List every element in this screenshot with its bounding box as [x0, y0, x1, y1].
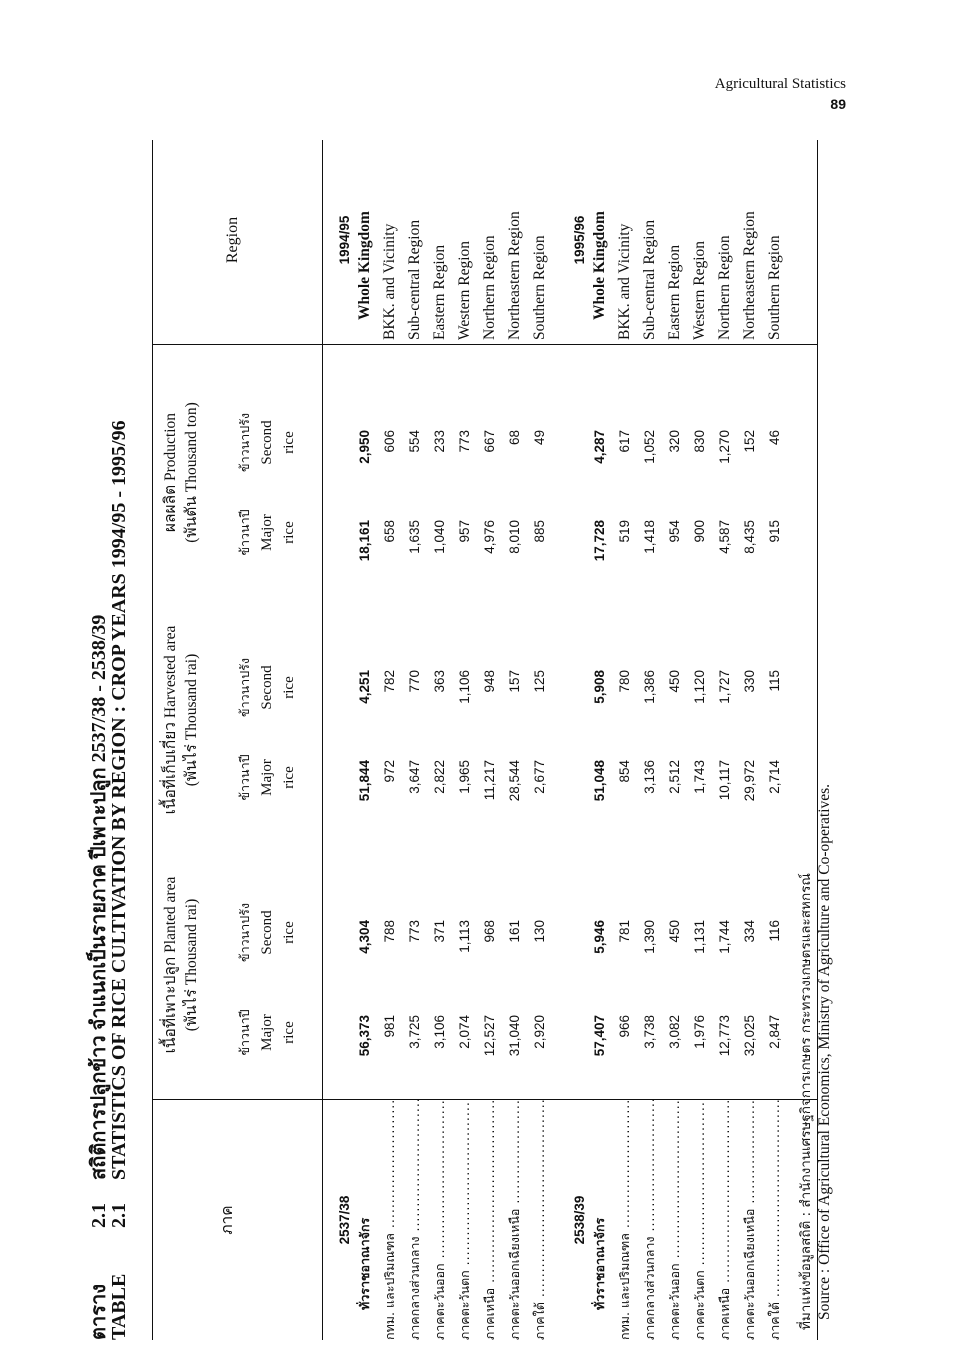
table-cell-value: 4,304: [357, 920, 372, 954]
table-cell-value: 1,976: [692, 1015, 707, 1049]
table-cell-value: 2,920: [532, 1015, 547, 1049]
table-cell-value: 773: [407, 920, 422, 943]
subheader-line: rice: [281, 521, 297, 544]
table-cell-value: 900: [692, 520, 707, 543]
subheader-line: Major: [259, 1014, 275, 1051]
region-english-name: Whole Kingdom: [356, 211, 373, 320]
table-cell-value: 233: [432, 430, 447, 453]
harvested-area-header: [160, 605, 202, 835]
harvested-area-title: เนื้อที่เก็บเกี่ยว Harvested area: [162, 625, 179, 815]
region-english-name: Southern Region: [766, 235, 783, 340]
region-thai-name: ภาคเหนือ .....: [477, 1100, 503, 1340]
region-english-name: BKK. and Vicinity: [381, 223, 398, 340]
region-english-name: Western Region: [691, 240, 708, 340]
production-header: [160, 355, 202, 590]
table-cell-value: 3,738: [642, 1015, 657, 1049]
table-cell-value: 161: [507, 920, 522, 943]
region-english-name: Whole Kingdom: [591, 211, 608, 320]
table-cell-value: 2,074: [457, 1015, 472, 1049]
table-cell-value: 125: [532, 670, 547, 693]
table-cell-value: 954: [667, 520, 682, 543]
subheader-line: rice: [281, 766, 297, 789]
column-divider: [152, 344, 817, 345]
planted-area-title: เนื้อที่เพาะปลูก Planted area: [162, 876, 179, 1054]
table-cell-value: 885: [532, 520, 547, 543]
subheader-line: ข้าวนาปี: [237, 1009, 252, 1056]
table-cell-value: 116: [767, 920, 782, 942]
subheader-line: Major: [259, 759, 275, 796]
table-cell-value: 450: [667, 920, 682, 943]
region-english-name: Sub-central Region: [406, 219, 423, 340]
region-english-name: Sub-central Region: [641, 219, 658, 340]
source-note-english: Source : Office of Agricultural Economics, Ministry of Agriculture and Co-operatives.: [816, 783, 833, 1320]
table-cell-value: 3,082: [667, 1015, 682, 1049]
table-cell-value: 781: [617, 920, 632, 943]
table-cell-value: 46: [767, 430, 782, 446]
region-english-name: Southern Region: [531, 235, 548, 340]
table-cell-value: 966: [617, 1015, 632, 1038]
subheader-line: Second: [259, 420, 275, 465]
table-cell-value: 1,120: [692, 670, 707, 704]
table-cell-value: 667: [482, 430, 497, 453]
table-cell-value: 2,950: [357, 430, 372, 464]
production-title: ผลผลิต Production: [162, 412, 179, 533]
table-cell-value: 320: [667, 430, 682, 453]
table-cell-value: 11,217: [482, 760, 497, 801]
table-cell-value: 2,714: [767, 760, 782, 794]
table-cell-value: 4,587: [717, 520, 732, 554]
table-cell-value: 115: [767, 670, 782, 692]
table-cell-value: 3,106: [432, 1015, 447, 1049]
table-cell-value: 31,040: [507, 1015, 522, 1057]
table-cell-value: 5,908: [592, 670, 607, 704]
table-cell-value: 1,743: [692, 760, 707, 794]
region-english-name: Eastern Region: [431, 244, 448, 340]
section-year-thai: 2537/38: [337, 1195, 352, 1245]
caption-english-number: 2.1: [108, 1203, 130, 1228]
table-cell-value: 152: [742, 430, 757, 453]
table-cell-value: 554: [407, 430, 422, 453]
subheader-line: ข้าวนาปรัง: [237, 658, 252, 717]
caption-thai-title: สถิติการปลูกข้าว จำแนกเป็นรายภาค ปีเพาะปลูก 2537/38 - 2538/39: [88, 614, 110, 1180]
table-cell-value: 658: [382, 520, 397, 543]
subheader-line: rice: [281, 676, 297, 699]
harvested-area-unit: (พันไร่ Thousand rai): [183, 653, 200, 787]
table-cell-value: 968: [482, 920, 497, 943]
table-cell-value: 56,373: [357, 1015, 372, 1057]
subheader-line: rice: [281, 921, 297, 944]
region-thai-name: กทม. และปริมณฑล .....: [377, 1100, 403, 1340]
table-cell-value: 4,287: [592, 430, 607, 464]
table-cell-value: 330: [742, 670, 757, 693]
table-cell-value: 334: [742, 920, 757, 943]
region-english-name: Western Region: [456, 240, 473, 340]
region-english-name: BKK. and Vicinity: [616, 223, 633, 340]
production-unit: (พันตัน Thousand ton): [183, 402, 200, 543]
subheader-line: Second: [259, 910, 275, 955]
table-cell-value: 519: [617, 520, 632, 543]
thai-region-header: ภาค: [219, 1205, 236, 1235]
source-note-thai: ที่มาแห่งข้อมูลสถิติ : สำนักงานเศรษฐกิจการเกษตร กระทรวงเกษตรและสหกรณ์: [798, 873, 814, 1330]
region-english-name: Northeastern Region: [741, 211, 758, 340]
region-thai-name: ภาคกลางส่วนกลาง .....: [402, 1100, 428, 1340]
region-thai-name: ภาคตะวันออกเฉียงเหนือ .....: [502, 1100, 528, 1340]
table-cell-value: 2,847: [767, 1015, 782, 1049]
table-cell-value: 830: [692, 430, 707, 453]
table-cell-value: 51,048: [592, 760, 607, 802]
table-caption-english: [108, 420, 131, 1340]
table-cell-value: 1,386: [642, 670, 657, 704]
subheader-line: ข้าวนาปรัง: [237, 903, 252, 962]
region-thai-name: ภาคตะวันตก .....: [687, 1100, 713, 1340]
table-cell-value: 780: [617, 670, 632, 693]
region-thai-name: กทม. และปริมณฑล .....: [612, 1100, 638, 1340]
planted-area-header: [160, 850, 202, 1080]
table-cell-value: 32,025: [742, 1015, 757, 1057]
subheader-line: Second: [259, 665, 275, 710]
table-cell-value: 1,744: [717, 920, 732, 954]
table-cell-value: 1,052: [642, 430, 657, 464]
major-rice-subheader: [234, 735, 300, 820]
region-thai-name: ทั่วราชอาณาจักร: [592, 1217, 607, 1310]
table-cell-value: 4,251: [357, 670, 372, 704]
table-cell-value: 1,131: [692, 920, 707, 954]
subheader-line: rice: [281, 431, 297, 454]
caption-thai-number: 2.1: [88, 1203, 110, 1228]
table-cell-value: 915: [767, 520, 782, 543]
table-cell-value: 157: [507, 670, 522, 693]
table-cell-value: 8,010: [507, 520, 522, 554]
table-cell-value: 1,113: [457, 920, 472, 953]
region-thai-name: ภาคใต้ .....: [762, 1100, 788, 1340]
region-english-name: Northern Region: [716, 235, 733, 340]
page-number: 89: [830, 96, 846, 112]
table-cell-value: 51,844: [357, 760, 372, 802]
region-english-name: Northeastern Region: [506, 211, 523, 340]
table-cell-value: 3,725: [407, 1015, 422, 1049]
table-cell-value: 363: [432, 670, 447, 693]
table-cell-value: 450: [667, 670, 682, 693]
running-header-title: Agricultural Statistics: [714, 76, 846, 92]
table-cell-value: 1,965: [457, 760, 472, 794]
table-cell-value: 57,407: [592, 1015, 607, 1057]
table-cell-value: 957: [457, 520, 472, 543]
region-thai-name: ภาคตะวันออก .....: [662, 1100, 688, 1340]
table-cell-value: 18,161: [357, 520, 372, 562]
caption-thai-label: ตาราง: [88, 1284, 110, 1340]
table-cell-value: 788: [382, 920, 397, 943]
table-cell-value: 770: [407, 670, 422, 693]
table-cell-value: 1,040: [432, 520, 447, 554]
table-cell-value: 2,512: [667, 760, 682, 794]
table-cell-value: 854: [617, 760, 632, 783]
region-thai-name: ภาคตะวันตก .....: [452, 1100, 478, 1340]
table-cell-value: 773: [457, 430, 472, 453]
table-cell-value: 1,106: [457, 670, 472, 704]
subheader-line: ข้าวนาปรัง: [237, 413, 252, 472]
table-cell-value: 1,390: [642, 920, 657, 954]
table-cell-value: 617: [617, 430, 632, 453]
table-cell-value: 5,946: [592, 920, 607, 954]
region-english-name: Eastern Region: [666, 244, 683, 340]
second-rice-subheader: [234, 400, 300, 485]
region-english-name: Northern Region: [481, 235, 498, 340]
section-year-english: 1995/96: [572, 215, 587, 265]
section-year-english: 1994/95: [337, 215, 352, 265]
table-cell-value: 8,435: [742, 520, 757, 554]
table-cell-value: 68: [507, 430, 522, 446]
table-cell-value: 981: [382, 1015, 397, 1038]
table-cell-value: 12,527: [482, 1015, 497, 1057]
subheader-line: ข้าวนาปี: [237, 754, 252, 801]
table-cell-value: 1,635: [407, 520, 422, 554]
subheader-line: ข้าวนาปี: [237, 509, 252, 556]
table-cell-value: 3,136: [642, 760, 657, 794]
table-cell-value: 49: [532, 430, 547, 446]
major-rice-subheader: [234, 990, 300, 1075]
table-cell-value: 2,822: [432, 760, 447, 794]
major-rice-subheader: [234, 490, 300, 575]
table-cell-value: 782: [382, 670, 397, 693]
table-cell-value: 972: [382, 760, 397, 783]
table-cell-value: 1,418: [642, 520, 657, 554]
subheader-line: Major: [259, 514, 275, 551]
region-header: Region: [224, 216, 241, 264]
table-cell-value: 4,976: [482, 520, 497, 554]
second-rice-subheader: [234, 645, 300, 730]
section-year-thai: 2538/39: [572, 1195, 587, 1245]
region-thai-name: ภาคตะวันออก .....: [427, 1100, 453, 1340]
table-cell-value: 17,728: [592, 520, 607, 562]
region-thai-name: ภาคตะวันออกเฉียงเหนือ .....: [737, 1100, 763, 1340]
table-cell-value: 2,677: [532, 760, 547, 794]
table-header-rule: [322, 140, 323, 1340]
table-top-rule: [152, 140, 153, 1340]
region-thai-name: ภาคใต้ .....: [527, 1100, 553, 1340]
table-cell-value: 28,544: [507, 760, 522, 802]
caption-english-label: TABLE: [108, 1273, 130, 1340]
table-cell-value: 29,972: [742, 760, 757, 802]
region-thai-name: ทั่วราชอาณาจักร: [357, 1217, 372, 1310]
planted-area-unit: (พันไร่ Thousand rai): [183, 898, 200, 1032]
second-rice-subheader: [234, 890, 300, 975]
table-cell-value: 1,270: [717, 430, 732, 464]
rotated-table-page: [82, 120, 842, 1340]
table-cell-value: 1,727: [717, 670, 732, 704]
subheader-line: rice: [281, 1021, 297, 1044]
table-cell-value: 12,773: [717, 1015, 732, 1057]
table-cell-value: 948: [482, 670, 497, 693]
caption-english-title: STATISTICS OF RICE CULTIVATION BY REGION : CROP YEARS 1994/95 - 1995/96: [108, 420, 130, 1180]
table-cell-value: 371: [432, 920, 447, 943]
table-cell-value: 130: [532, 920, 547, 943]
table-cell-value: 606: [382, 430, 397, 453]
region-thai-name: ภาคกลางส่วนกลาง .....: [637, 1100, 663, 1340]
table-cell-value: 10,117: [717, 760, 732, 801]
region-thai-name: ภาคเหนือ .....: [712, 1100, 738, 1340]
table-cell-value: 3,647: [407, 760, 422, 794]
